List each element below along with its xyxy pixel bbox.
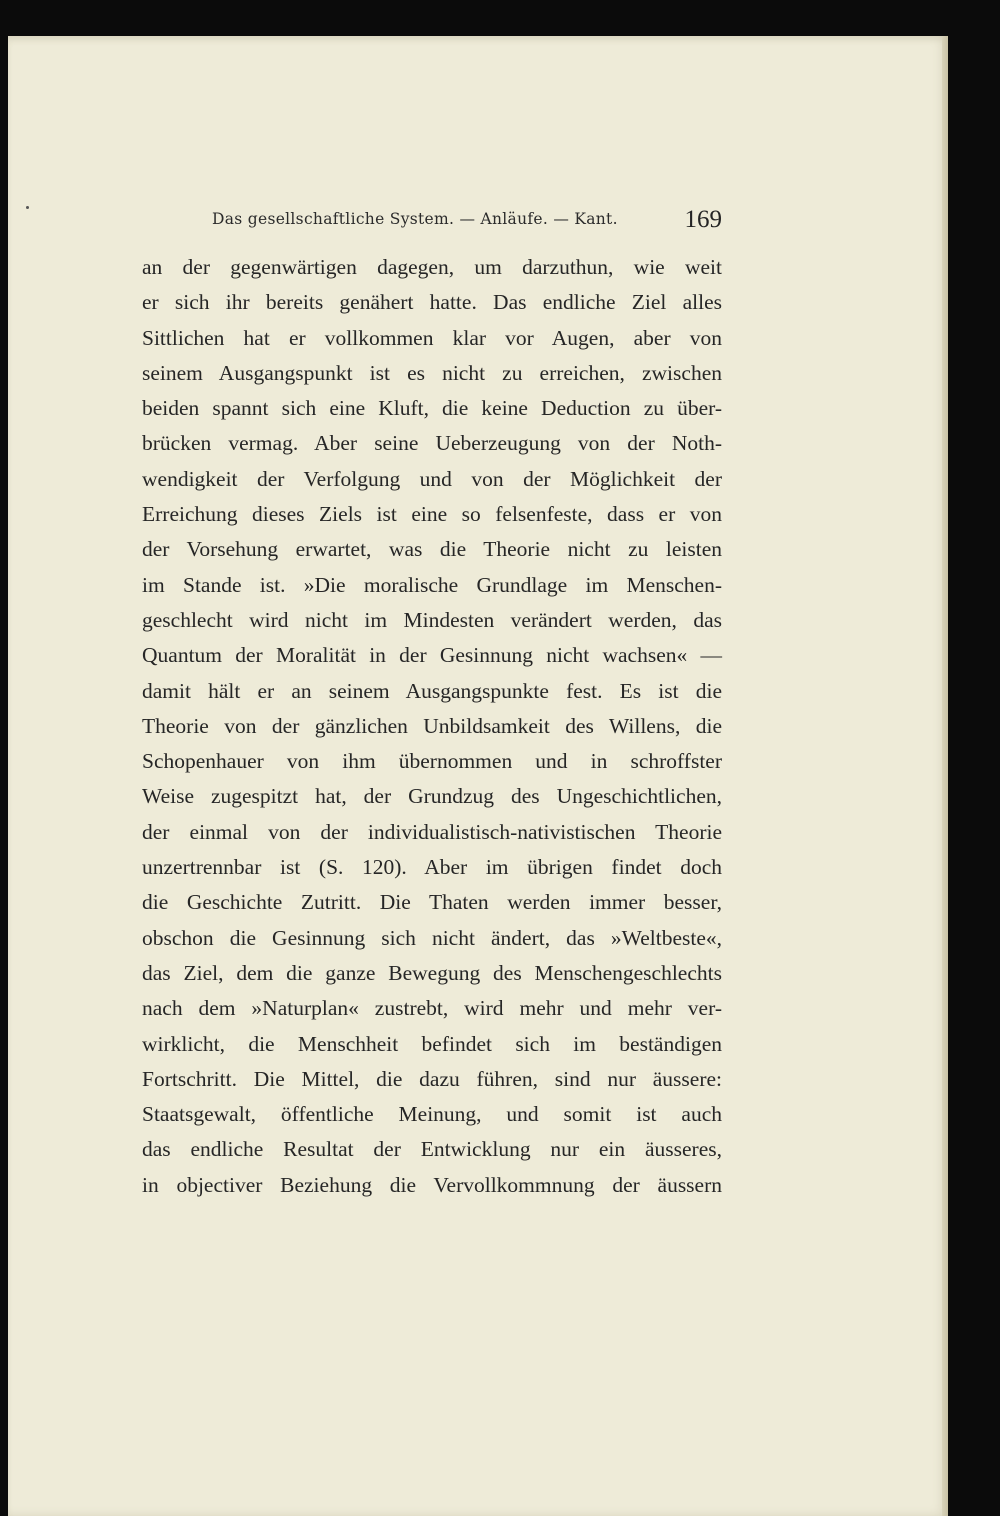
text-line: Quantum der Moralität in der Gesinnung nicht wachsen« — bbox=[142, 643, 722, 668]
text-line: Weise zugespitzt hat, der Grundzug des Ungeschichtlichen, bbox=[142, 784, 722, 809]
text-line: damit hält er an seinem Ausgangspunkte fest. Es ist die bbox=[142, 678, 722, 703]
text-line: Schopenhauer von ihm übernommen und in schroffster bbox=[142, 749, 722, 774]
margin-mark bbox=[26, 206, 29, 209]
text-line: Sittlichen hat er vollkommen klar vor Augen, aber von bbox=[142, 325, 722, 350]
running-head: Das gesellschaftliche System. — Anläufe. — Kant. bbox=[212, 210, 618, 228]
text-line: die Geschichte Zutritt. Die Thaten werden immer besser, bbox=[142, 890, 722, 915]
text-line: Fortschritt. Die Mittel, die dazu führen, sind nur äussere: bbox=[142, 1066, 722, 1091]
text-line: das endliche Resultat der Entwicklung nur ein äusseres, bbox=[142, 1137, 722, 1162]
page-edge bbox=[942, 36, 948, 1516]
body-text bbox=[142, 250, 722, 1203]
text-line: brücken vermag. Aber seine Ueberzeugung von der Noth- bbox=[142, 431, 722, 456]
text-line: an der gegenwärtigen dagegen, um darzuthun, wie weit bbox=[142, 255, 722, 279]
text-line: nach dem »Naturplan« zustrebt, wird mehr und mehr ver- bbox=[142, 996, 722, 1021]
text-line: obschon die Gesinnung sich nicht ändert, das »Weltbeste«, bbox=[142, 925, 722, 950]
text-line: beiden spannt sich eine Kluft, die keine Deduction zu über- bbox=[142, 396, 722, 421]
text-line: Erreichung dieses Ziels ist eine so felsenfeste, dass er von bbox=[142, 502, 722, 527]
text-line: der einmal von der individualistisch-nativistischen Theorie bbox=[142, 819, 722, 844]
text-line: seinem Ausgangspunkt ist es nicht zu erreichen, zwischen bbox=[142, 360, 722, 385]
text-line: das Ziel, dem die ganze Bewegung des Menschengeschlechts bbox=[142, 960, 722, 985]
text-line: Staatsgewalt, öffentliche Meinung, und somit ist auch bbox=[142, 1102, 722, 1127]
text-line: der Vorsehung erwartet, was die Theorie nicht zu leisten bbox=[142, 537, 722, 562]
text-line: wirklicht, die Menschheit befindet sich im beständigen bbox=[142, 1031, 722, 1056]
text-line: Theorie von der gänzlichen Unbildsamkeit des Willens, die bbox=[142, 713, 722, 738]
text-line: geschlecht wird nicht im Mindesten verändert werden, das bbox=[142, 607, 722, 632]
text-line: er sich ihr bereits genähert hatte. Das endliche Ziel alles bbox=[142, 290, 722, 315]
text-line: im Stande ist. »Die moralische Grundlage im Menschen- bbox=[142, 572, 722, 597]
page-number: 169 bbox=[684, 206, 722, 233]
text-line: wendigkeit der Verfolgung und von der Möglichkeit der bbox=[142, 466, 722, 491]
text-line: unzertrennbar ist (S. 120). Aber im übrigen findet doch bbox=[142, 855, 722, 880]
page-header bbox=[212, 206, 722, 240]
text-line: in objectiver Beziehung die Vervollkommnung der äussern bbox=[142, 1172, 722, 1197]
